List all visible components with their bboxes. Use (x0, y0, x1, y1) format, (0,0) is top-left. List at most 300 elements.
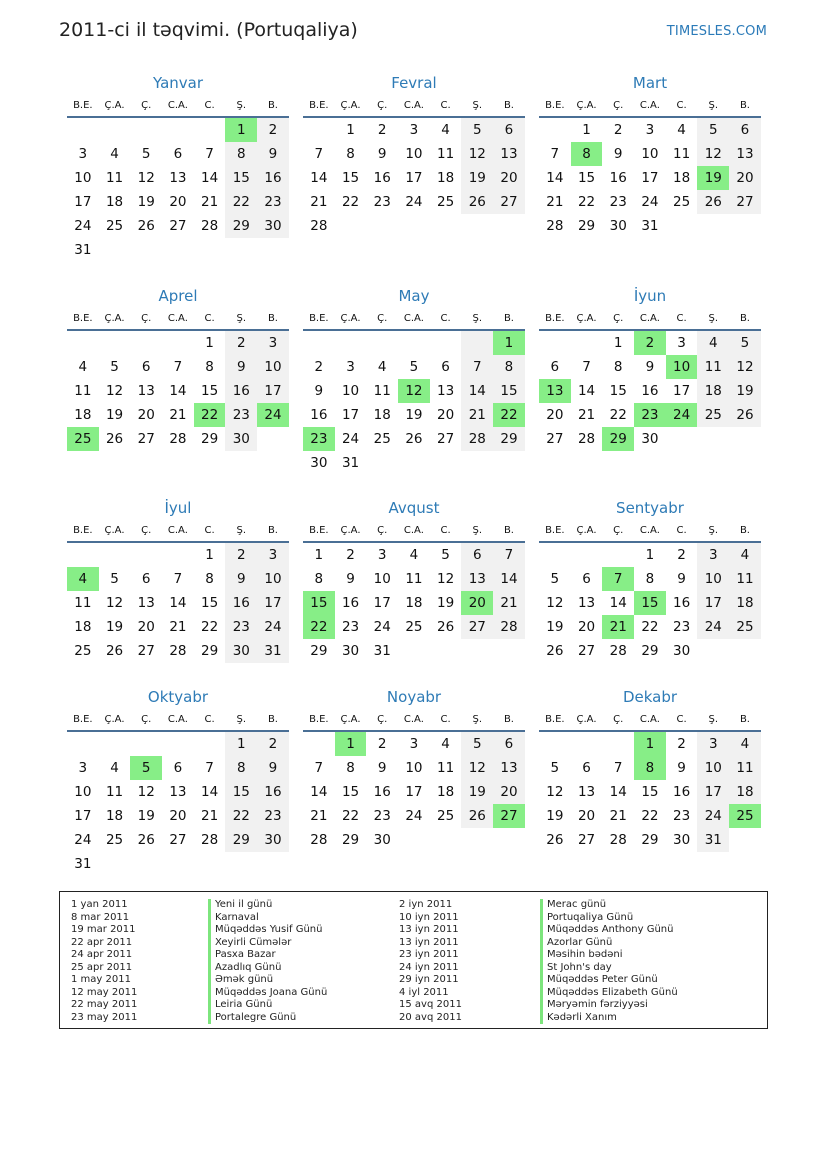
empty-cell (493, 639, 525, 663)
day-cell: 4 (729, 543, 761, 567)
day-cell: 13 (137, 383, 155, 399)
holiday-day-cell: 29 (602, 427, 634, 451)
holiday-entry: Merac günü (540, 899, 678, 912)
empty-cell (493, 828, 525, 852)
weekday-label: Ç. (613, 99, 624, 111)
day-cell: 8 (493, 355, 525, 379)
day-cell: 4 (110, 146, 119, 162)
day-cell: 19 (461, 166, 493, 190)
holiday-day-cell: 4 (67, 567, 99, 591)
day-cell: 12 (729, 355, 761, 379)
day-cell: 13 (461, 567, 493, 591)
day-cell: 8 (225, 142, 257, 166)
day-cell: 12 (437, 571, 455, 587)
day-cell: 6 (550, 359, 560, 375)
day-cell: 5 (141, 146, 151, 162)
weekday-label: C. (440, 524, 451, 536)
day-cell: 21 (609, 808, 627, 824)
weekday-label: B. (739, 312, 750, 324)
day-cell: 16 (641, 383, 659, 399)
holiday-day-cell: 13 (539, 379, 571, 403)
holiday-entry: Azorlar Günü (540, 937, 678, 950)
week-row (539, 732, 761, 756)
day-cell: 15 (577, 170, 596, 186)
day-cell: 1 (205, 547, 214, 563)
day-cell: 9 (645, 359, 655, 375)
day-cell: 4 (110, 760, 119, 776)
empty-cell (697, 427, 729, 451)
week-row (303, 142, 525, 166)
weekday-label: B. (503, 524, 514, 536)
day-cell: 22 (609, 407, 627, 423)
empty-cell (493, 451, 525, 475)
empty-cell (130, 543, 162, 567)
day-cell: 28 (201, 218, 219, 234)
day-cell: 24 (641, 194, 659, 210)
day-cell: 18 (405, 595, 423, 611)
empty-cell (461, 639, 493, 663)
day-cell: 20 (577, 808, 596, 824)
day-cell: 31 (373, 643, 391, 659)
day-cell: 29 (225, 828, 257, 852)
day-cell: 23 (673, 619, 691, 635)
day-cell: 6 (493, 732, 525, 756)
day-cell: 12 (137, 784, 155, 800)
weekday-label: Ş. (708, 312, 719, 324)
day-cell: 1 (205, 335, 214, 351)
week-row (67, 427, 289, 451)
holiday-day-cell: 24 (666, 403, 698, 427)
day-cell: 25 (105, 832, 124, 848)
holiday-entry: St John's day (540, 962, 678, 975)
holiday-entry: Məryəmin fərziyyəsi (540, 999, 678, 1012)
day-cell: 15 (493, 379, 525, 403)
day-cell: 26 (461, 190, 493, 214)
week-row (539, 591, 761, 615)
day-cell: 27 (577, 643, 596, 659)
week-row (303, 567, 525, 591)
week-row (67, 118, 289, 142)
day-cell: 27 (577, 832, 596, 848)
day-cell: 9 (257, 756, 289, 780)
day-cell: 23 (341, 619, 360, 635)
weekday-label: B.E. (73, 524, 93, 536)
day-cell: 14 (169, 383, 187, 399)
empty-cell (461, 451, 493, 475)
day-cell: 30 (310, 455, 328, 471)
empty-cell (366, 214, 398, 238)
day-cell: 27 (169, 218, 187, 234)
empty-cell (194, 238, 226, 262)
day-cell: 2 (314, 359, 324, 375)
week-row (303, 804, 525, 828)
weekday-label: Ç. (377, 713, 388, 725)
empty-cell (729, 639, 761, 663)
holiday-day-cell: 24 (257, 403, 289, 427)
day-cell: 13 (169, 784, 187, 800)
day-cell: 20 (169, 194, 187, 210)
weekday-label: B. (503, 713, 514, 725)
empty-cell (571, 331, 603, 355)
week-row (539, 142, 761, 166)
page-title: 2011-ci il təqvimi. (Portuqaliya) (59, 19, 358, 41)
day-cell: 4 (729, 732, 761, 756)
empty-cell (430, 828, 462, 852)
weekday-label: B. (267, 713, 278, 725)
day-cell: 19 (137, 808, 155, 824)
day-cell: 28 (493, 615, 525, 639)
day-cell: 18 (105, 194, 124, 210)
day-cell: 28 (609, 832, 627, 848)
weekday-label: B.E. (309, 312, 329, 324)
day-cell: 5 (110, 571, 119, 587)
day-cell: 29 (341, 832, 360, 848)
holiday-day-cell: 23 (634, 403, 666, 427)
day-cell: 21 (577, 407, 596, 423)
day-cell: 9 (257, 142, 289, 166)
day-cell: 6 (582, 571, 591, 587)
day-cell: 19 (546, 619, 564, 635)
day-cell: 6 (582, 760, 591, 776)
day-cell: 31 (74, 856, 92, 872)
day-cell: 5 (697, 118, 729, 142)
empty-cell (303, 732, 335, 756)
weekday-label: B.E. (73, 713, 93, 725)
day-cell: 30 (257, 214, 289, 238)
day-cell: 15 (201, 595, 219, 611)
day-cell: 25 (673, 194, 691, 210)
day-cell: 3 (409, 122, 419, 138)
week-row (303, 190, 525, 214)
holiday-entry: Azadlıq Günü (208, 962, 327, 975)
day-cell: 5 (409, 359, 419, 375)
holiday-entry: Əmək günü (208, 974, 327, 987)
day-cell: 22 (341, 194, 360, 210)
day-cell: 29 (201, 643, 219, 659)
empty-cell (67, 118, 99, 142)
day-cell: 10 (405, 760, 423, 776)
week-row (303, 615, 525, 639)
day-cell: 10 (697, 756, 729, 780)
day-cell: 6 (729, 118, 761, 142)
week-row (303, 451, 525, 475)
day-cell: 20 (437, 407, 455, 423)
day-cell: 11 (729, 567, 761, 591)
day-cell: 17 (341, 407, 360, 423)
holiday-entry: Müqəddəs Elizabeth Günü (540, 987, 678, 1000)
day-cell: 26 (105, 431, 124, 447)
weekday-label: Ç.A. (104, 99, 125, 111)
empty-cell (493, 214, 525, 238)
day-cell: 29 (310, 643, 328, 659)
day-cell: 15 (225, 780, 257, 804)
day-cell: 30 (225, 639, 257, 663)
day-cell: 25 (373, 431, 391, 447)
day-cell: 18 (697, 379, 729, 403)
day-cell: 14 (201, 784, 219, 800)
day-cell: 11 (437, 146, 455, 162)
empty-cell (729, 828, 761, 852)
empty-cell (430, 331, 462, 355)
week-row (303, 756, 525, 780)
day-cell: 16 (225, 379, 257, 403)
weekday-label: Ç. (141, 312, 152, 324)
day-cell: 3 (677, 335, 686, 351)
day-cell: 11 (697, 355, 729, 379)
holiday-entry: 13 iyn 2011 (399, 936, 459, 948)
weekday-header (539, 708, 761, 732)
month-block (303, 285, 525, 475)
weekday-label: C.A. (639, 713, 660, 725)
day-cell: 19 (461, 780, 493, 804)
weekday-label: B. (739, 99, 750, 111)
day-cell: 18 (673, 170, 691, 186)
week-row (303, 427, 525, 451)
empty-cell (162, 543, 194, 567)
day-cell: 10 (257, 355, 289, 379)
day-cell: 7 (205, 146, 214, 162)
week-row (539, 166, 761, 190)
holiday-entry: 12 may 2011 (71, 986, 138, 998)
day-cell: 23 (609, 194, 627, 210)
holiday-entry: 1 may 2011 (71, 974, 131, 985)
day-cell: 25 (405, 619, 423, 635)
day-cell: 26 (546, 643, 564, 659)
day-cell: 23 (373, 808, 391, 824)
week-row (539, 379, 761, 403)
day-cell: 17 (697, 780, 729, 804)
holiday-day-cell: 22 (194, 403, 226, 427)
day-cell: 6 (461, 543, 493, 567)
month-name: Oktyabr (147, 688, 209, 706)
empty-cell (225, 238, 257, 262)
empty-cell (539, 118, 571, 142)
day-cell: 14 (201, 170, 219, 186)
weekday-header (67, 94, 289, 118)
empty-cell (303, 118, 335, 142)
weekday-label: Ç.A. (576, 312, 597, 324)
day-cell: 24 (697, 804, 729, 828)
day-cell: 31 (74, 242, 92, 258)
day-cell: 3 (346, 359, 355, 375)
day-cell: 24 (257, 615, 289, 639)
day-cell: 16 (257, 166, 289, 190)
week-row (539, 828, 761, 852)
day-cell: 9 (377, 760, 387, 776)
day-cell: 1 (314, 547, 324, 563)
holiday-dates-left (71, 899, 137, 1024)
day-cell: 6 (173, 760, 183, 776)
holiday-day-cell: 1 (225, 118, 257, 142)
day-cell: 15 (341, 784, 360, 800)
week-row (67, 355, 289, 379)
day-cell: 6 (141, 571, 151, 587)
day-cell: 7 (461, 355, 493, 379)
empty-cell (130, 732, 162, 756)
day-cell: 30 (673, 643, 691, 659)
weekday-label: Ç. (377, 524, 388, 536)
day-cell: 30 (225, 427, 257, 451)
day-cell: 25 (729, 615, 761, 639)
day-cell: 17 (257, 591, 289, 615)
empty-cell (366, 331, 398, 355)
day-cell: 8 (346, 146, 355, 162)
day-cell: 28 (169, 643, 187, 659)
weekday-label: B.E. (309, 99, 329, 111)
day-cell: 20 (493, 166, 525, 190)
holiday-entry: Məsihin bədəni (540, 949, 678, 962)
empty-cell (257, 238, 289, 262)
day-cell: 7 (493, 543, 525, 567)
empty-cell (257, 852, 289, 876)
weekday-header (67, 708, 289, 732)
day-cell: 26 (461, 804, 493, 828)
day-cell: 30 (257, 828, 289, 852)
weekday-label: Ş. (708, 713, 719, 725)
holiday-day-cell: 15 (303, 591, 335, 615)
day-cell: 22 (641, 619, 659, 635)
empty-cell (67, 732, 99, 756)
day-cell: 12 (105, 595, 124, 611)
weekday-label: B. (267, 524, 278, 536)
day-cell: 3 (409, 736, 419, 752)
empty-cell (602, 543, 634, 567)
day-cell: 16 (310, 407, 328, 423)
empty-cell (461, 331, 493, 355)
day-cell: 24 (341, 431, 360, 447)
month-block (303, 497, 525, 663)
empty-cell (67, 331, 99, 355)
holiday-entry: 22 apr 2011 (71, 936, 133, 948)
day-cell: 14 (493, 567, 525, 591)
day-cell: 19 (729, 379, 761, 403)
day-cell: 24 (405, 194, 423, 210)
day-cell: 27 (493, 190, 525, 214)
month-block (539, 285, 761, 451)
week-row (303, 639, 525, 663)
day-cell: 20 (137, 619, 155, 635)
day-cell: 11 (105, 170, 124, 186)
day-cell: 21 (310, 808, 328, 824)
day-cell: 5 (461, 118, 493, 142)
week-row (67, 756, 289, 780)
day-cell: 2 (613, 122, 623, 138)
weekday-label: C.A. (167, 713, 188, 725)
day-cell: 24 (74, 832, 92, 848)
weekday-label: Ç. (141, 99, 152, 111)
day-cell: 15 (201, 383, 219, 399)
empty-cell (729, 427, 761, 451)
empty-cell (430, 214, 462, 238)
weekday-label: C.A. (639, 312, 660, 324)
weekday-label: Ç. (613, 312, 624, 324)
weekday-label: Ç. (377, 312, 388, 324)
holiday-entry: 23 iyn 2011 (399, 949, 459, 960)
day-cell: 8 (225, 756, 257, 780)
day-cell: 10 (697, 567, 729, 591)
day-cell: 7 (613, 760, 623, 776)
day-cell: 29 (641, 643, 659, 659)
week-row (67, 190, 289, 214)
day-cell: 20 (169, 808, 187, 824)
weekday-label: C. (676, 713, 687, 725)
weekday-label: Ş. (708, 524, 719, 536)
day-cell: 6 (493, 118, 525, 142)
empty-cell (697, 639, 729, 663)
day-cell: 18 (74, 619, 92, 635)
day-cell: 17 (257, 379, 289, 403)
empty-cell (99, 331, 131, 355)
day-cell: 31 (341, 455, 360, 471)
day-cell: 5 (729, 331, 761, 355)
weekday-label: Ç.A. (340, 312, 361, 324)
day-cell: 15 (609, 383, 627, 399)
day-cell: 13 (137, 595, 155, 611)
day-cell: 9 (377, 146, 387, 162)
weekday-label: Ç.A. (576, 99, 597, 111)
day-cell: 23 (373, 194, 391, 210)
day-cell: 10 (74, 170, 92, 186)
weekday-label: C. (676, 99, 687, 111)
day-cell: 17 (74, 194, 92, 210)
day-cell: 9 (225, 567, 257, 591)
day-cell: 21 (201, 808, 219, 824)
weekday-label: Ş. (236, 713, 247, 725)
day-cell: 28 (310, 218, 328, 234)
weekday-label: B.E. (309, 524, 329, 536)
day-cell: 21 (493, 591, 525, 615)
day-cell: 17 (673, 383, 691, 399)
day-cell: 22 (225, 190, 257, 214)
day-cell: 2 (377, 122, 387, 138)
weekday-label: C. (204, 524, 215, 536)
week-row (67, 567, 289, 591)
holiday-names-left (208, 899, 327, 1024)
day-cell: 14 (310, 170, 328, 186)
holiday-entry: 8 mar 2011 (71, 911, 130, 923)
day-cell: 7 (314, 146, 324, 162)
day-cell: 18 (729, 591, 761, 615)
weekday-label: B. (267, 99, 278, 111)
day-cell: 30 (373, 832, 391, 848)
empty-cell (366, 451, 398, 475)
day-cell: 27 (137, 431, 155, 447)
empty-cell (335, 214, 367, 238)
site-link[interactable]: TIMESLES.COM (666, 24, 767, 39)
holiday-day-cell: 10 (666, 355, 698, 379)
week-row (303, 591, 525, 615)
day-cell: 26 (697, 190, 729, 214)
weekday-label: Ç.A. (576, 524, 597, 536)
weekday-label: B. (267, 312, 278, 324)
empty-cell (539, 331, 571, 355)
day-cell: 12 (461, 756, 493, 780)
weekday-label: B. (503, 99, 514, 111)
empty-cell (335, 331, 367, 355)
empty-cell (194, 732, 226, 756)
holiday-day-cell: 15 (634, 591, 666, 615)
day-cell: 22 (341, 808, 360, 824)
empty-cell (257, 427, 289, 451)
day-cell: 26 (405, 431, 423, 447)
week-row (303, 732, 525, 756)
empty-cell (67, 543, 99, 567)
empty-cell (99, 118, 131, 142)
holiday-dates-right (399, 899, 462, 1024)
day-cell: 19 (546, 808, 564, 824)
day-cell: 7 (314, 760, 324, 776)
weekday-label: B.E. (545, 312, 565, 324)
